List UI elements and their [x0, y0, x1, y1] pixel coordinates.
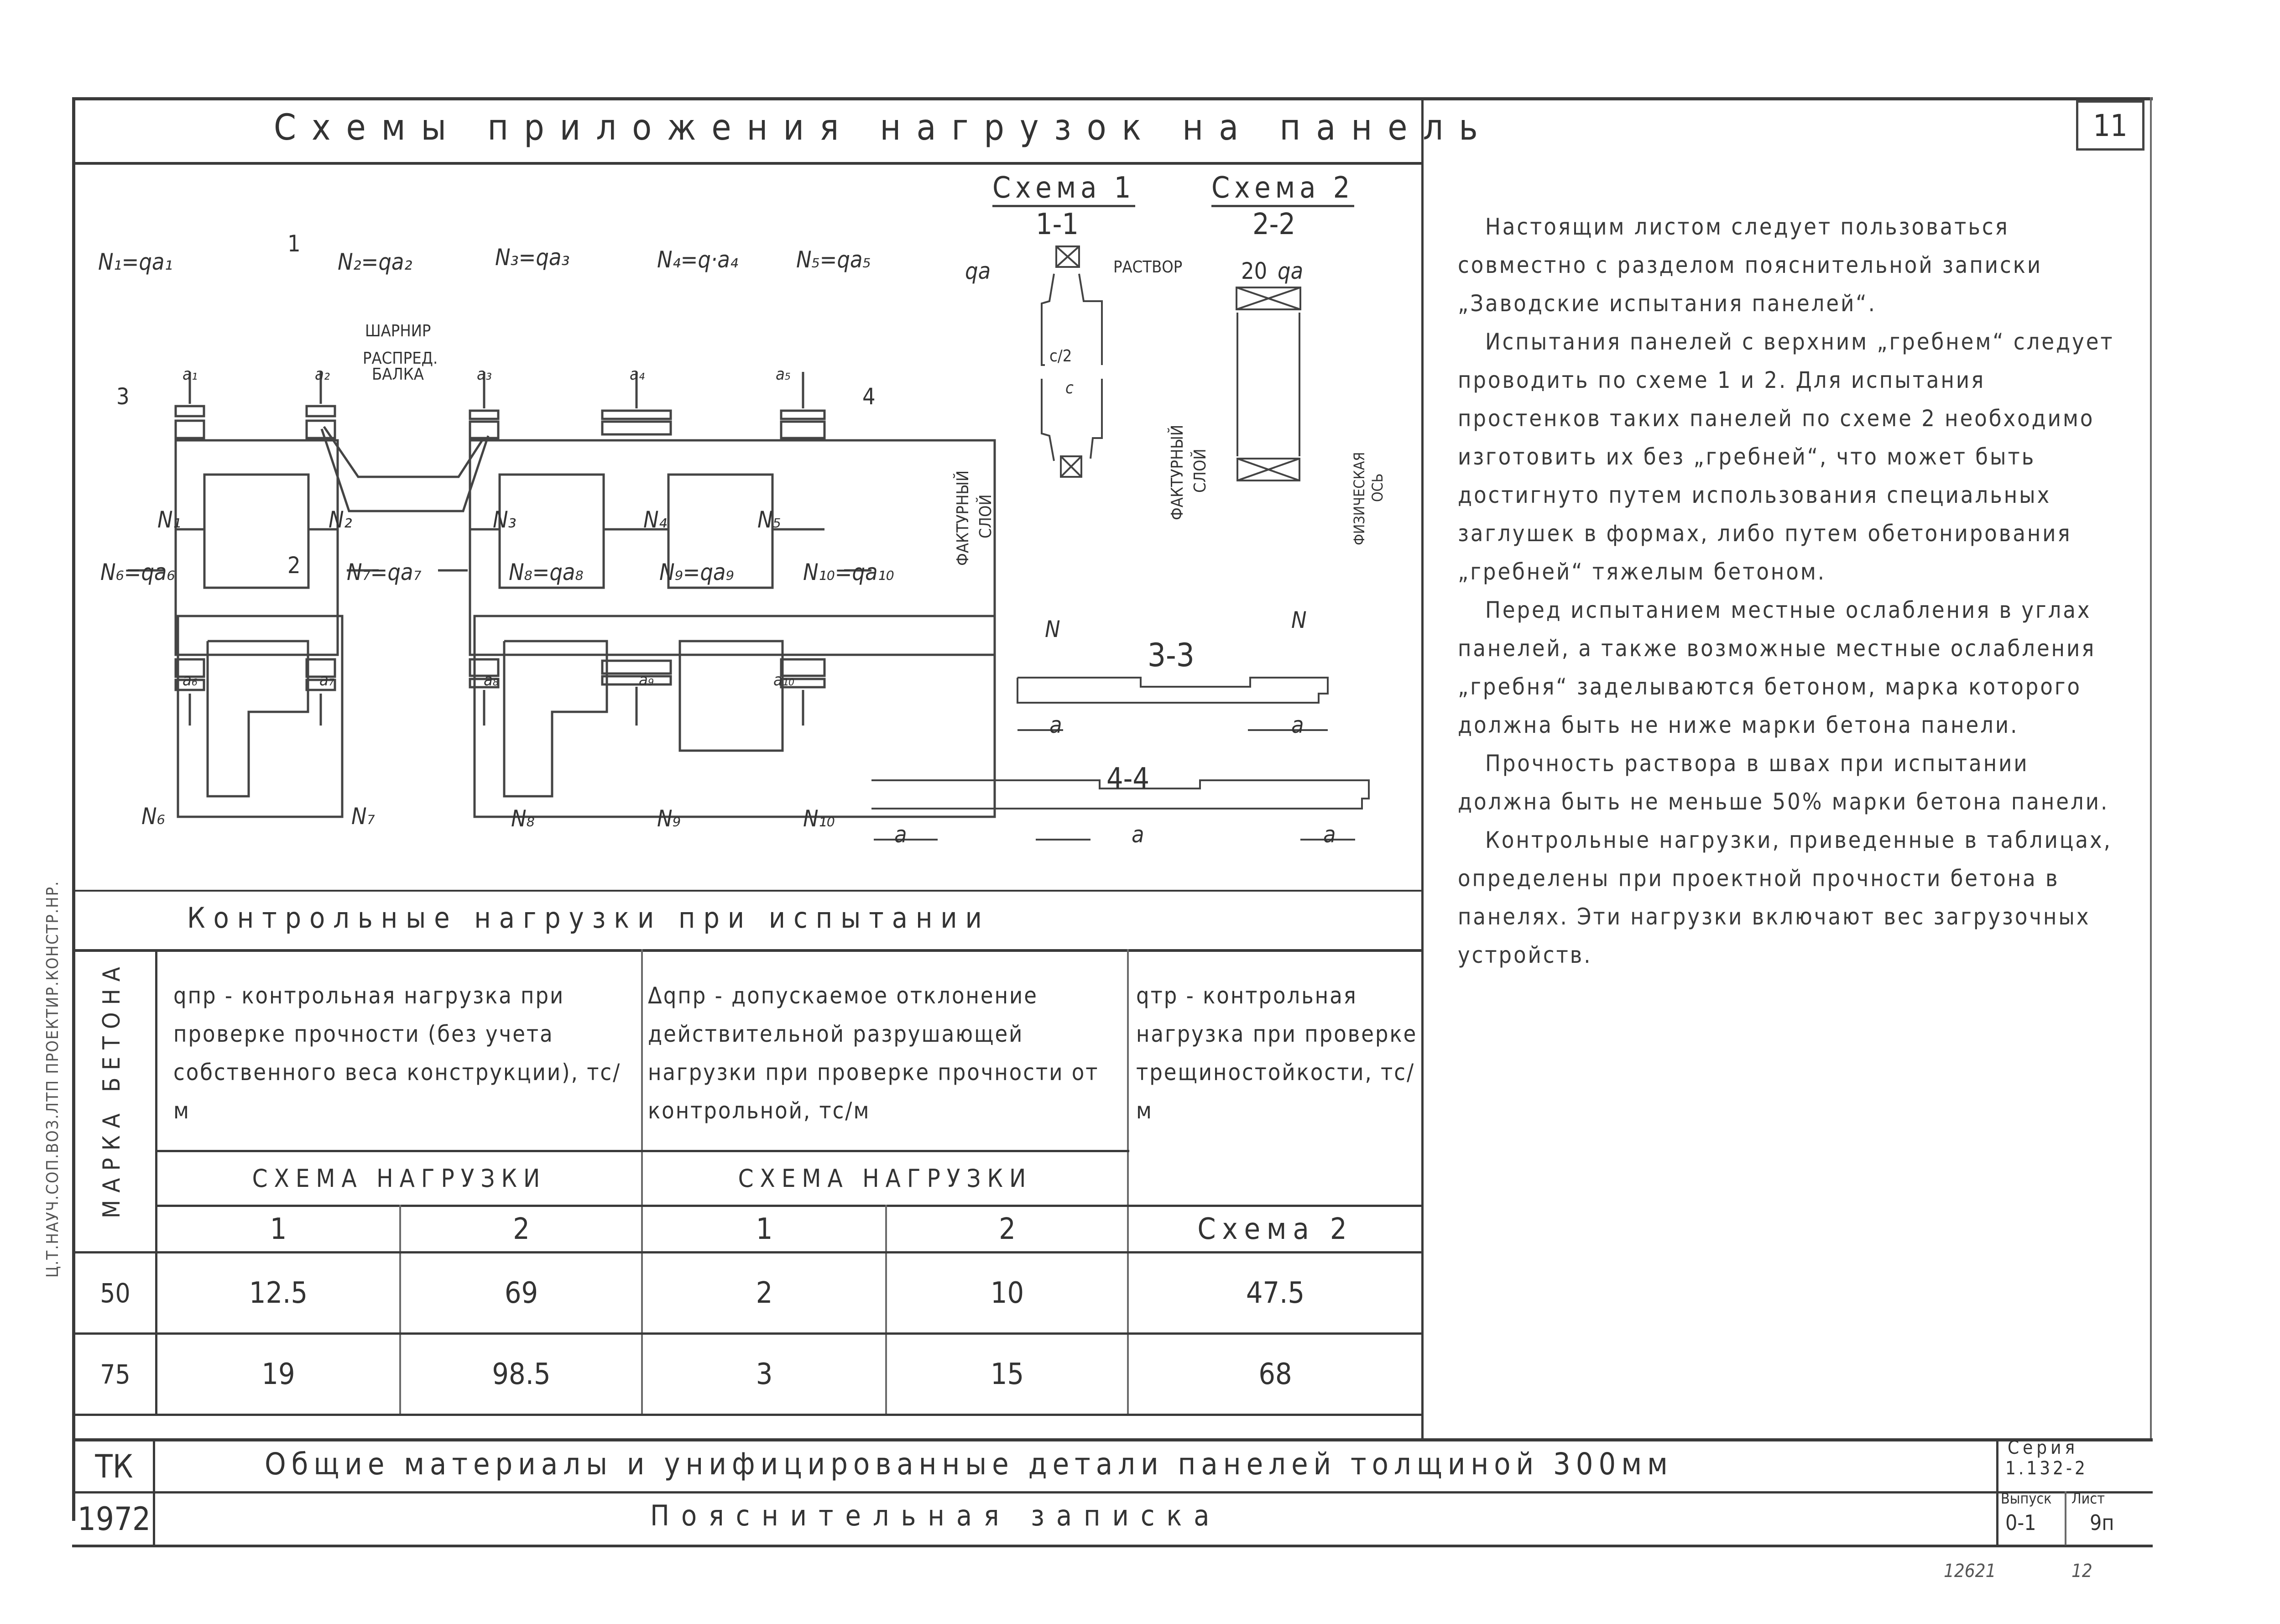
titleblock-code: ТК [95, 1448, 133, 1485]
table-row-grade: 50 [100, 1277, 130, 1309]
dim-a7: a₇ [319, 671, 334, 689]
subheader-scheme-2: СХЕМА НАГРУЗКИ [738, 1164, 1033, 1193]
reaction-label-n3: N₃ [493, 507, 517, 533]
table-cell: 2 [756, 1276, 773, 1310]
reaction-label-n2: N₂ [329, 507, 352, 533]
callout-beam-2: БАЛКА [372, 365, 424, 384]
section-mark-2: 2 [287, 552, 301, 579]
series-label: Серия [2008, 1437, 2079, 1458]
sheet-label: Лист [2071, 1490, 2105, 1507]
scheme2-section: 2-2 [1252, 208, 1296, 241]
table-header-rule [72, 949, 1423, 952]
reaction-label-n10: N₁₀ [803, 805, 835, 832]
table-row-grade: 75 [100, 1358, 130, 1390]
subcol-1: 1 [270, 1212, 287, 1246]
reaction-label-n1: N₁ [157, 507, 181, 533]
row-header-grade: МАРКА БЕТОНА [98, 960, 125, 1218]
titleblock-sheet-divider [2065, 1491, 2066, 1545]
dim-a-44-3: a [1323, 821, 1336, 848]
dim-c: c [1065, 379, 1074, 397]
dim-a-44-2: a [1132, 821, 1144, 848]
reaction-label-n9: N₉ [657, 805, 681, 832]
dim-a2: a₂ [315, 365, 330, 384]
scheme1-load: qa [965, 258, 991, 284]
scheme2-title: Схема 2 [1211, 171, 1354, 207]
table-cell: 98.5 [492, 1357, 551, 1391]
table-cell: 69 [504, 1276, 538, 1310]
dim-a9: a₉ [639, 671, 654, 689]
subcol-5: Схема 2 [1197, 1212, 1353, 1246]
archive-page: 12 [2071, 1561, 2092, 1582]
subcol-3: 1 [756, 1212, 773, 1246]
explanatory-notes [1458, 208, 2115, 974]
table-col-divider-2 [641, 949, 643, 1415]
dim-a1: a₁ [183, 365, 198, 384]
physical-axis-1: ФИЗИЧЕСКАЯ [1351, 452, 1368, 545]
section-mark-3-left: 3 [116, 383, 130, 410]
section-4-4: 4-4 [1106, 762, 1150, 796]
table-cell: 68 [1258, 1357, 1292, 1391]
scheme1-section: 1-1 [1036, 208, 1079, 241]
titleblock-bottom [72, 1545, 2153, 1547]
load-label-n2: N₂=qa₂ [338, 249, 412, 275]
titleblock-mid [72, 1491, 2153, 1493]
page-title: Схемы приложения нагрузок на панель [274, 107, 1493, 148]
dim-c-half: c/2 [1049, 347, 1072, 366]
titleblock-year: 1972 [77, 1500, 151, 1538]
scheme1-title: Схема 1 [992, 171, 1135, 207]
load-label-n5: N₅=qa₅ [796, 246, 871, 273]
section-mark-1: 1 [287, 230, 301, 257]
reaction-label-n8: N₈ [511, 805, 535, 832]
section-3-3: 3-3 [1148, 637, 1195, 674]
dim-a5: a₅ [776, 365, 791, 384]
subcol-4: 2 [999, 1212, 1016, 1246]
reaction-label-n4: N₄ [643, 507, 667, 533]
page-number: 11 [2093, 108, 2128, 143]
dim-a3: a₃ [477, 365, 492, 384]
reaction-label-n5: N₅ [757, 507, 781, 533]
margin-stamp: Ц.Т.НАУЧ.СОП.ВОЗ.ЛТП ПРОЕКТИР.КОНСТР.НР. [43, 880, 62, 1278]
facing-layer-2: ФАКТУРНЫЙ [1168, 424, 1187, 520]
dim-a8: a₈ [484, 671, 499, 689]
scheme2-reaction: N [1291, 607, 1307, 633]
issue-label: Выпуск [2001, 1490, 2052, 1507]
archive-number: 12621 [1944, 1561, 1996, 1582]
table-bottom-rule [72, 1414, 1423, 1416]
titleblock-top [72, 1438, 2153, 1441]
table-col-divider-3 [1127, 949, 1129, 1415]
table-top-rule [72, 890, 1423, 892]
titleblock-name: Общие материалы и унифицированные детали панелей толщиной 300мм [265, 1446, 1673, 1482]
scheme2-load: qa [1278, 258, 1304, 284]
note-3: Перед испытанием местные ослабления в углах панелей, а также возможные местные ослабления „гребня“ заделываются бетоном, марка которого должна быть не ниже марки бетона панели. [1458, 597, 2096, 738]
subheader-scheme-1: СХЕМА НАГРУЗКИ [252, 1164, 547, 1193]
facing-layer-1: ФАКТУРНЫЙ [954, 470, 972, 566]
series-value: 1.132-2 [2005, 1458, 2088, 1479]
load-label-n4: N₄=q·a₄ [657, 246, 738, 273]
note-2: Испытания панелей с верхним „гребнем“ следует проводить по схеме 1 и 2. Для испытания простенков таких панелей по схеме 2 необходимо изготовить их без „гребней“, что может быть достигнуто путем использования специальных заглушек в формах, либо путем обетонирования „гребней“ тяжелым бетоном. [1458, 329, 2114, 585]
table-cell: 15 [990, 1357, 1024, 1391]
table-cell: 3 [756, 1357, 773, 1391]
dim-a4: a₄ [630, 365, 645, 384]
table-subcol-1 [399, 1205, 401, 1415]
table-cell: 10 [990, 1276, 1024, 1310]
col-header-delta-q: Δqпр - допускаемое отклонение действительной разрушающей нагрузки при проверке прочности от контрольной, тс/м [648, 982, 1099, 1124]
dim-a-44-1: a [894, 821, 907, 848]
load-label-n8: N₈=qa₈ [509, 559, 584, 585]
mortar-label: РАСТВОР [1113, 258, 1183, 277]
load-label-n3: N₃=qa₃ [495, 244, 570, 271]
table-cell: 12.5 [249, 1276, 308, 1310]
section-mark-4-right: 4 [862, 383, 876, 410]
titleblock-series-divider [1996, 1438, 1998, 1546]
scheme2-dim-20: 20 [1241, 258, 1268, 284]
table-title: Контрольные нагрузки при испытании [187, 901, 990, 935]
load-label-n10: N₁₀=qa₁₀ [803, 559, 894, 585]
dim-a6: a₆ [183, 671, 198, 689]
load-label-n6: N₆=qa₆ [100, 559, 175, 585]
col-header-q-crack: qтр - контрольная нагрузка при проверке трещиностойкости, тс/м [1136, 982, 1418, 1124]
dim-a-33-right: a [1291, 712, 1304, 738]
note-4: Прочность раствора в швах при испытании должна быть не меньше 50% марки бетона панели. [1458, 750, 2109, 815]
scheme1-reaction: N [1045, 616, 1060, 642]
table-cell: 19 [261, 1357, 295, 1391]
facing-layer-2b: СЛОЙ [1191, 449, 1210, 493]
col-header-q-strength: qпр - контрольная нагрузка при проверке прочности (без учета собственного веса конструкции), тс/м [173, 982, 621, 1124]
callout-hinge: ШАРНИР [365, 322, 431, 340]
titleblock-subtitle: Пояснительная записка [650, 1499, 1221, 1532]
load-label-n1: N₁=qa₁ [98, 249, 173, 275]
dim-a-33-left: a [1049, 712, 1062, 738]
callout-beam-1: РАСПРЕД. [363, 349, 438, 368]
titleblock-code-divider [153, 1438, 155, 1546]
note-5: Контрольные нагрузки, приведенные в таблицах, определены при проектной прочности бетона в панелях. Эти нагрузки включают вес загрузочных устройств. [1458, 827, 2112, 968]
table-subcol-2 [885, 1205, 887, 1415]
note-1: Настоящим листом следует пользоваться совместно с разделом пояснительной записки „Заводские испытания панелей“. [1458, 214, 2043, 317]
table-cell: 47.5 [1246, 1276, 1305, 1310]
subcol-2: 2 [513, 1212, 530, 1246]
load-label-n9: N₉=qa₉ [659, 559, 734, 585]
sheet-value: 9п [2090, 1510, 2114, 1535]
facing-layer-1b: СЛОЙ [976, 494, 995, 538]
issue-value: 0-1 [2005, 1510, 2036, 1535]
load-label-n7: N₇=qa₇ [347, 559, 422, 585]
physical-axis-2: ОСЬ [1369, 473, 1386, 502]
dim-a10: a₁₀ [773, 671, 794, 689]
reaction-label-n6: N₆ [141, 803, 165, 830]
reaction-label-n7: N₇ [351, 803, 375, 830]
